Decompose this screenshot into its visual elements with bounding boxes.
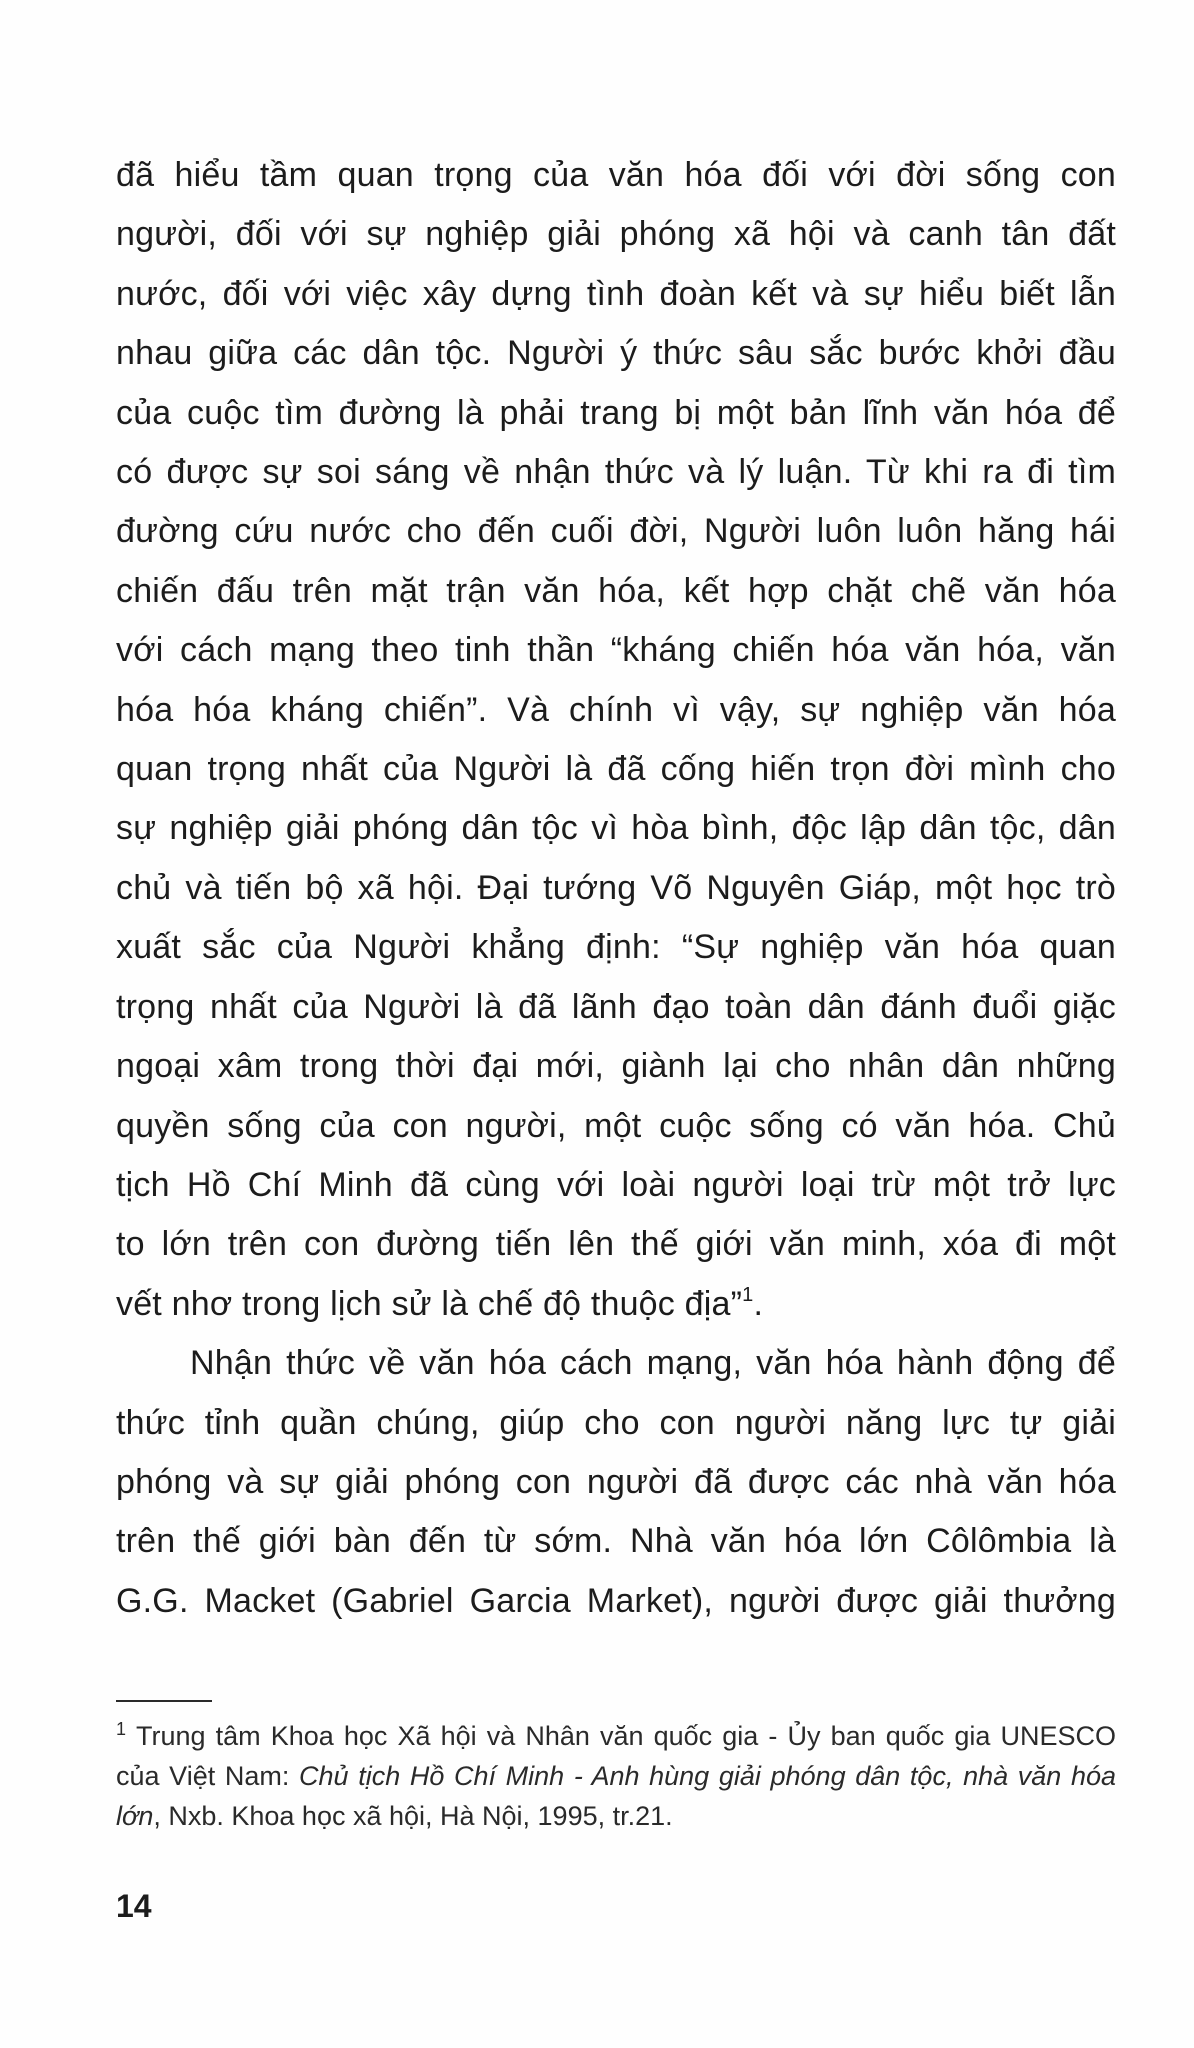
footnote-title: Chủ tịch Hồ Chí Minh - Anh hùng giải phóng dân tộc, nhà văn hóa lớn bbox=[116, 1761, 1116, 1831]
page-number: 14 bbox=[116, 1888, 152, 1924]
text-line: của cuộc tìm đường là phải trang bị một bản lĩnh văn hóa để bbox=[116, 393, 1116, 432]
footnote-reference[interactable]: 1 bbox=[742, 1283, 754, 1306]
text-line: trên thế giới bàn đến từ sớm. Nhà văn hóa lớn Côlômbia là bbox=[116, 1522, 1116, 1561]
text-line: xuất sắc của Người khẳng định: “Sự nghiệp văn hóa quan bbox=[116, 928, 1116, 967]
text-line: với cách mạng theo tinh thần “kháng chiến hóa văn hóa, văn bbox=[116, 631, 1116, 670]
text-line bbox=[116, 1275, 1116, 1334]
text-line: người, đối với sự nghiệp giải phóng xã hội và canh tân đất bbox=[116, 215, 1116, 254]
body-text bbox=[116, 146, 1116, 1631]
text-line: nhau giữa các dân tộc. Người ý thức sâu sắc bước khởi đầu bbox=[116, 334, 1116, 373]
footnote-publication: , Nxb. Khoa học xã hội, Hà Nội, 1995, tr.21. bbox=[153, 1801, 673, 1831]
text-line: hóa hóa kháng chiến”. Và chính vì vậy, sự nghiệp văn hóa bbox=[116, 690, 1116, 729]
text-line: trọng nhất của Người là đã lãnh đạo toàn dân đánh đuổi giặc bbox=[116, 987, 1116, 1026]
footnote-source: Trung tâm Khoa học Xã hội và Nhân văn quốc gia - Ủy ban quốc gia UNESCO của Việt Nam: bbox=[116, 1721, 1116, 1791]
text-line: chủ và tiến bộ xã hội. Đại tướng Võ Nguyên Giáp, một học trò bbox=[116, 868, 1116, 907]
text-line: G.G. Macket (Gabriel Garcia Market), người được giải thưởng bbox=[116, 1581, 1116, 1620]
text-line-content: vết nhơ trong lịch sử là chế độ thuộc địa” bbox=[116, 1284, 743, 1323]
text-line: đường cứu nước cho đến cuối đời, Người luôn luôn hăng hái bbox=[116, 512, 1116, 551]
text-line: ngoại xâm trong thời đại mới, giành lại cho nhân dân những bbox=[116, 1047, 1116, 1086]
paragraph-2 bbox=[116, 1334, 1116, 1631]
footnote-divider bbox=[116, 1700, 212, 1702]
text-line: to lớn trên con đường tiến lên thế giới văn minh, xóa đi một bbox=[116, 1225, 1116, 1264]
text-line: quyền sống của con người, một cuộc sống có văn hóa. Chủ bbox=[116, 1106, 1116, 1145]
text-line: có được sự soi sáng về nhận thức và lý luận. Từ khi ra đi tìm bbox=[116, 453, 1116, 492]
paragraph-1 bbox=[116, 146, 1116, 1334]
text-line: chiến đấu trên mặt trận văn hóa, kết hợp chặt chẽ văn hóa bbox=[116, 571, 1116, 610]
text-line: quan trọng nhất của Người là đã cống hiến trọn đời mình cho bbox=[116, 750, 1116, 789]
text-line: đã hiểu tầm quan trọng của văn hóa đối với đời sống con bbox=[116, 156, 1116, 194]
footnote-mark: 1 bbox=[116, 1719, 127, 1739]
end-punctuation: . bbox=[753, 1284, 764, 1323]
text-line: Nhận thức về văn hóa cách mạng, văn hóa hành động để bbox=[190, 1344, 1116, 1383]
text-line: phóng và sự giải phóng con người đã được các nhà văn hóa bbox=[116, 1462, 1116, 1501]
footnote bbox=[116, 1716, 1116, 1836]
text-line: tịch Hồ Chí Minh đã cùng với loài người loại trừ một trở lực bbox=[116, 1165, 1116, 1204]
text-line: sự nghiệp giải phóng dân tộc vì hòa bình, độc lập dân tộc, dân bbox=[116, 809, 1116, 848]
text-line: thức tỉnh quần chúng, giúp cho con người năng lực tự giải bbox=[116, 1403, 1116, 1442]
text-line: nước, đối với việc xây dựng tình đoàn kết và sự hiểu biết lẫn bbox=[116, 274, 1116, 313]
